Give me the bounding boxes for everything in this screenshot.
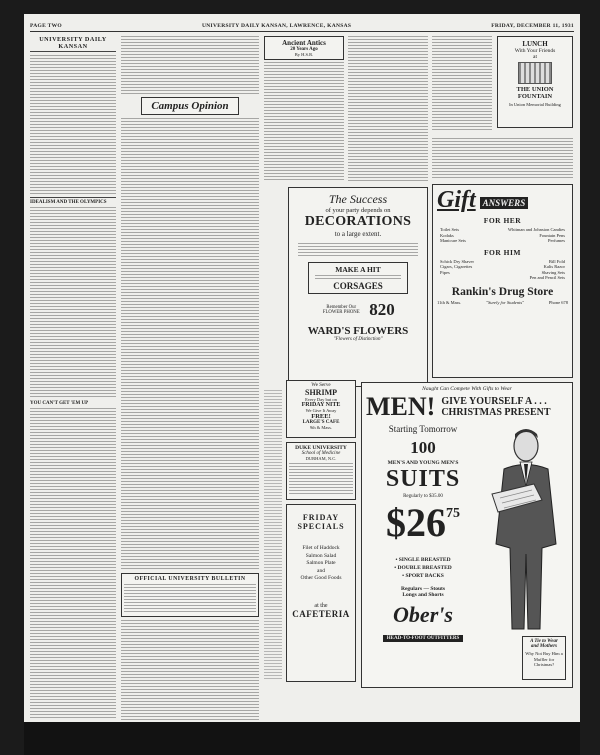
cafeteria-friday: FRIDAY (302, 513, 340, 522)
obers-headline-row (366, 394, 568, 420)
sale-price-cents: 75 (446, 506, 460, 521)
column-5-body (432, 36, 492, 132)
him-item: Pen and Pencil Sets (529, 275, 565, 280)
cafeteria-item: Salmon Plate (306, 560, 336, 566)
answers-logo-word: ANSWERS (480, 197, 529, 209)
make-a-hit-copy (315, 275, 401, 280)
give-yourself-block (441, 396, 550, 418)
rankins-footer (437, 300, 568, 305)
flower-phone-label: Remember Our FLOWER PHONE (322, 304, 360, 315)
tie-to-wear: A Tie to Wear (530, 639, 558, 644)
duke-university: DUKE UNIVERSITY (295, 445, 347, 451)
sale-price (368, 500, 478, 552)
text-column-5 (432, 36, 492, 136)
column-4-body (348, 36, 428, 182)
him-item: Kalis Razor (543, 264, 565, 269)
shrimp-line-3: Every Day but on (305, 397, 337, 402)
suit-quantity: 100 (410, 438, 436, 457)
muffler-corner-box (522, 636, 566, 680)
him-item: Schick Dry Shaver (440, 258, 474, 264)
editorial-body-2 (30, 408, 116, 718)
suit-regulars: Regulars — Stouts (400, 586, 445, 592)
column-text-top (121, 36, 259, 94)
newspaper-page (24, 14, 580, 722)
official-bulletin-title: OFFICIAL UNIVERSITY BULLETIN (134, 576, 246, 582)
cafeteria-item: Salmon Salad (305, 552, 337, 559)
him-item: Cigars, Cigarettes (440, 264, 473, 269)
men-headline: MEN! (366, 392, 436, 421)
cafeteria-item: Other Good Foods (300, 575, 342, 581)
ancient-antics-title: Ancient Antics (282, 39, 326, 47)
christmas-present: CHRISTMAS PRESENT (441, 407, 551, 418)
for-him-items (440, 259, 565, 281)
official-bulletin-box (121, 573, 259, 617)
larges-cafe-address: 9th & Mass. (309, 425, 333, 430)
larges-cafe-ad (286, 380, 356, 438)
campus-opinion-title: Campus Opinion (141, 97, 239, 115)
her-item: Whitman and Johnston Candies (507, 227, 565, 232)
larges-cafe-name: LARGE'S CAFE (302, 420, 340, 425)
suit-feature: • DOUBLE BREASTED (394, 565, 452, 571)
regular-price: Regularly to $35.00 (403, 494, 443, 499)
and-mothers: and Mothers (530, 644, 558, 649)
cafeteria-name: CAFETERIA (292, 608, 350, 619)
decorations-word: DECORATIONS (304, 214, 412, 229)
obers-ad-body (366, 420, 568, 682)
duke-location: DURHAM, N.C. (305, 456, 337, 461)
cafeteria-item: and (317, 567, 325, 574)
column-3-lower-text (264, 390, 282, 680)
for-her-heading: FOR HER (483, 216, 522, 225)
success-line-4: to a large extent. (334, 230, 382, 238)
editorial-body-1 (30, 207, 116, 399)
antics-column (264, 36, 344, 186)
for-her-right (505, 227, 565, 244)
her-item: Kodaks (440, 232, 454, 238)
her-item: Perfumes (548, 238, 565, 243)
give-yourself: GIVE YOURSELF A . . . (441, 396, 547, 407)
newspaper-name: UNIVERSITY DAILY KANSAN, LAWRENCE, KANSAS (202, 22, 352, 29)
suit-features (368, 556, 478, 580)
man-in-suit-illustration (482, 424, 570, 634)
for-him-right (530, 259, 565, 281)
shrimp-word: SHRIMP (305, 388, 337, 397)
success-line-2: of your party depends on (325, 207, 391, 214)
gift-logo-word: Gift (437, 187, 476, 213)
ancient-antics-body (264, 62, 344, 180)
union-fountain-name: THE UNION FOUNTAIN (516, 86, 554, 100)
rankins-slogan: "Surely for Students" (486, 299, 524, 305)
mens-young-mens: MEN'S AND YOUNG MEN'S (387, 460, 459, 466)
rankins-address: 11th & Mass. (437, 299, 462, 305)
him-item: Pipes (440, 269, 450, 275)
union-fountain-ad (497, 36, 573, 128)
make-a-hit-box (308, 262, 408, 294)
for-him-heading: FOR HIM (483, 247, 522, 257)
decorations-ad-copy (298, 243, 418, 257)
her-item: Manicure Sets (440, 238, 466, 243)
obers-suits-ad (361, 382, 573, 688)
obers-logo-name: Ober's (393, 602, 453, 627)
ancient-antics-byline: By H.S.R. (294, 52, 314, 57)
masthead-title: UNIVERSITY DAILY KANSAN (30, 36, 116, 52)
rankins-name: Rankin's Drug Store (451, 285, 554, 298)
shrimp-line-5: We Give It Away (305, 408, 337, 413)
shrimp-line-1: We Serve (311, 383, 331, 388)
cafeteria-at-the: at the (314, 602, 328, 609)
obers-offer (368, 424, 478, 644)
duke-school: School of Medicine (301, 451, 341, 456)
him-item: Shaving Sets (541, 269, 565, 275)
sale-price-dollars: $26 (386, 500, 446, 545)
flower-phone-number: 820 (369, 300, 395, 319)
cafeteria-items (289, 545, 353, 583)
obers-tagline: Naught Can Compete With Gifts to Wear (422, 386, 512, 392)
suits-word: SUITS (385, 466, 461, 492)
him-item: Bill Fold (548, 258, 565, 264)
page-date: FRIDAY, DECEMBER 11, 1931 (491, 22, 574, 29)
campus-opinion-body (121, 118, 259, 570)
gift-answers-logo (437, 188, 568, 212)
cafeteria-item: Filet of Haddock (302, 545, 340, 551)
wards-flowers-tagline: "Flowers of Distinction" (333, 337, 383, 342)
cafeteria-specials: SPECIALS (297, 522, 345, 531)
editorial-headline-2: YOU CAN'T GET 'EM UP (30, 401, 89, 406)
duke-ad-copy (289, 463, 353, 495)
wards-flowers-ad (288, 187, 428, 387)
corsages-word: CORSAGES (333, 281, 383, 291)
friday-nite: FRIDAY NITE (301, 402, 341, 408)
for-her-left (440, 227, 466, 244)
page-header (30, 20, 574, 32)
her-item: Toilet Sets (440, 227, 460, 232)
ancient-antics-subtitle: 20 Years Ago (290, 47, 318, 52)
for-her-items (440, 227, 565, 244)
shrimp-free: FREE! (311, 413, 331, 420)
official-bulletin-body (124, 584, 256, 614)
suit-feature: • SPORT BACKS (402, 573, 444, 579)
her-item: Fountain Pens (539, 232, 565, 238)
suit-feature: • SINGLE BREASTED (395, 557, 451, 563)
rankins-phone: Phone 678 (548, 299, 568, 305)
cafeteria-ad (286, 504, 356, 682)
page-number: PAGE TWO (30, 22, 62, 29)
lunch-at-line: at (533, 54, 537, 60)
suit-longs: Longs and Shorts (402, 592, 444, 598)
flower-phone-row (292, 300, 424, 320)
opinion-column (121, 36, 259, 720)
editorial-column (30, 36, 116, 720)
duke-medicine-ad (286, 442, 356, 500)
column-text-bottom (121, 620, 259, 720)
obers-logo-sub: HEAD-TO-FOOT OUTFITTERS (383, 635, 463, 642)
staff-listing (30, 55, 116, 195)
lunch-line: LUNCH (522, 40, 548, 48)
editorial-headline-1: IDEALISM AND THE OLYMPICS (30, 200, 107, 205)
text-column-4 (348, 36, 428, 186)
rankins-drug-store-ad (432, 184, 573, 378)
for-him-left (440, 259, 474, 281)
column-text-continuation (432, 138, 573, 178)
fountain-building-illustration (518, 62, 552, 84)
scan-bottom-edge (24, 722, 580, 755)
make-a-hit: MAKE A HIT (335, 265, 381, 274)
success-headline: The Success (328, 192, 388, 206)
ancient-antics-box (264, 36, 344, 60)
lunch-friends-line: With Your Friends (514, 48, 556, 54)
starting-tomorrow: Starting Tomorrow (388, 424, 458, 434)
muffler-suggestion: Why Not Buy Him a Muffler for Christmas? (525, 651, 563, 667)
union-fountain-location: In Union Memorial Building (509, 102, 561, 107)
wards-flowers-name: WARD'S FLOWERS (307, 325, 409, 337)
